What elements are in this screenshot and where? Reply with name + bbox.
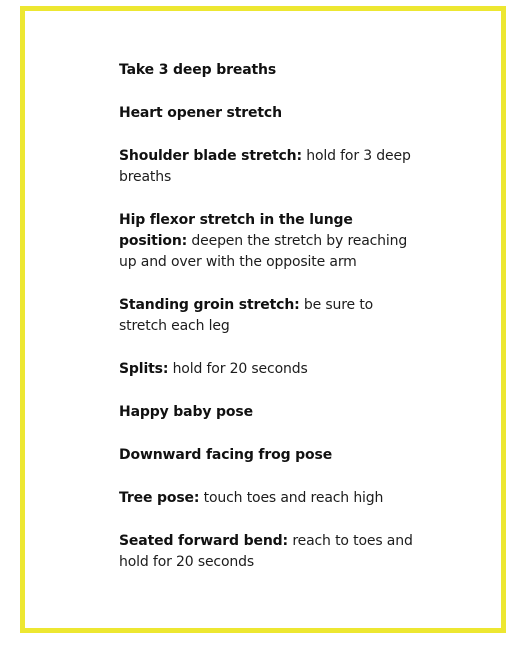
item-title: Standing groin stretch: <box>119 297 300 313</box>
item-title: Heart opener stretch <box>119 105 282 121</box>
item-title: Hip flexor stretch in the lunge position: <box>119 212 353 249</box>
item-title: Splits: <box>119 361 169 377</box>
item-title: Happy baby pose <box>119 404 253 420</box>
list-item <box>119 488 419 509</box>
yellow-frame <box>20 6 506 633</box>
list-item <box>119 210 419 273</box>
item-detail: deepen the stretch by reaching up and over with the opposite arm <box>119 233 408 270</box>
item-title: Take 3 deep breaths <box>119 62 277 78</box>
list-item <box>119 531 419 573</box>
list-item <box>119 445 419 466</box>
list-item <box>119 359 419 380</box>
item-detail: reach to toes and hold for 20 seconds <box>119 533 413 570</box>
item-title: Downward facing frog pose <box>119 447 333 463</box>
item-title: Tree pose: <box>119 490 200 506</box>
list-item <box>119 146 419 188</box>
item-detail: be sure to stretch each leg <box>119 297 374 334</box>
item-title: Seated forward bend: <box>119 533 289 549</box>
item-detail: touch toes and reach high <box>199 490 384 506</box>
list-item <box>119 402 419 423</box>
list-item <box>119 295 419 337</box>
stretch-list <box>119 60 419 595</box>
item-detail: hold for 3 deep breaths <box>119 148 411 185</box>
list-item <box>119 103 419 124</box>
item-title: Shoulder blade stretch: <box>119 148 302 164</box>
item-detail: hold for 20 seconds <box>168 361 308 377</box>
list-item <box>119 60 419 81</box>
